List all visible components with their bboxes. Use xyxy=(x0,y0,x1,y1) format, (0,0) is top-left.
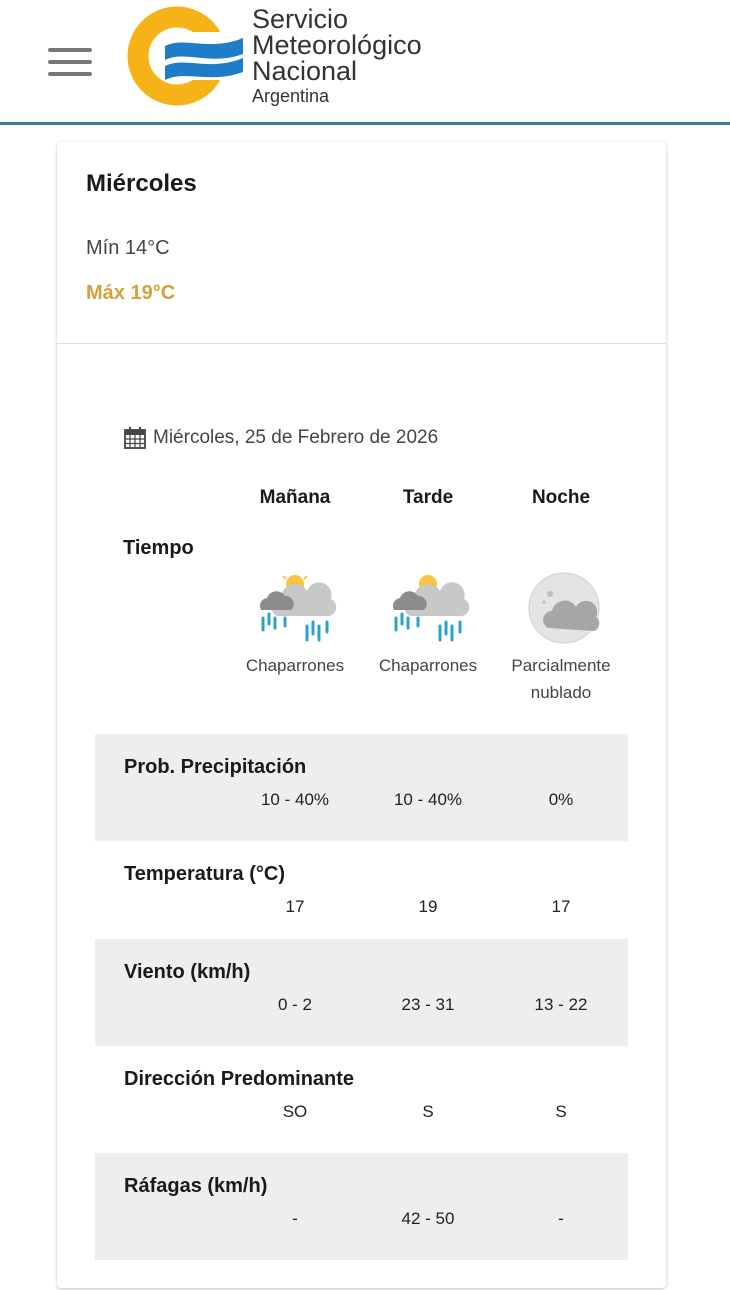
table-row xyxy=(95,939,628,1046)
smn-logo-text: Servicio Meteorológico Nacional Argentina xyxy=(252,4,422,106)
weather-desc-manana: Chaparrones xyxy=(245,656,345,675)
row-value: - xyxy=(558,1209,564,1228)
table-row xyxy=(95,841,628,948)
row-label: Dirección Predominante xyxy=(124,1068,355,1090)
row-value: S xyxy=(555,1102,567,1121)
calendar-icon xyxy=(123,426,147,450)
weather-desc-tarde: Chaparrones xyxy=(378,656,478,675)
partly-cloudy-night-icon xyxy=(520,572,602,644)
row-value: 0% xyxy=(548,790,574,809)
row-label: Ráfagas (km/h) xyxy=(124,1175,268,1197)
smn-logo-icon[interactable] xyxy=(127,6,245,106)
column-header-tarde: Tarde xyxy=(402,487,454,508)
forecast-date-text: Miércoles, 25 de Febrero de 2026 xyxy=(153,427,439,448)
weather-desc-noche: Parcialmente nublado xyxy=(511,656,611,702)
row-value: 10 - 40% xyxy=(393,790,463,809)
row-value: 23 - 31 xyxy=(401,995,455,1014)
row-value: - xyxy=(292,1209,298,1228)
row-value: 17 xyxy=(551,897,571,916)
row-label: Viento (km/h) xyxy=(124,961,251,983)
table-row xyxy=(95,1046,628,1153)
table-row xyxy=(95,1153,628,1260)
weather-row-label: Tiempo xyxy=(123,537,194,559)
row-value: 10 - 40% xyxy=(260,790,330,809)
row-value: 17 xyxy=(285,897,305,916)
forecast-date xyxy=(123,426,438,450)
row-label: Temperatura (°C) xyxy=(124,863,285,885)
showers-icon xyxy=(255,572,337,644)
row-label: Prob. Precipitación xyxy=(124,756,307,778)
max-temp: Máx 19°C xyxy=(86,282,176,304)
column-header-noche: Noche xyxy=(531,487,591,508)
row-value: 19 xyxy=(418,897,438,916)
min-temp: Mín 14°C xyxy=(86,237,170,259)
hamburger-icon[interactable] xyxy=(48,48,92,78)
table-row xyxy=(95,734,628,841)
row-value: 0 - 2 xyxy=(277,995,313,1014)
row-value: 42 - 50 xyxy=(401,1209,455,1228)
row-value: SO xyxy=(282,1102,308,1121)
column-header-manana: Mañana xyxy=(259,487,331,508)
divider xyxy=(57,343,666,344)
row-value: S xyxy=(422,1102,434,1121)
showers-icon xyxy=(388,572,470,644)
day-title: Miércoles xyxy=(86,170,197,197)
forecast-card xyxy=(57,142,666,1288)
row-value: 13 - 22 xyxy=(534,995,588,1014)
app-header xyxy=(0,0,730,125)
